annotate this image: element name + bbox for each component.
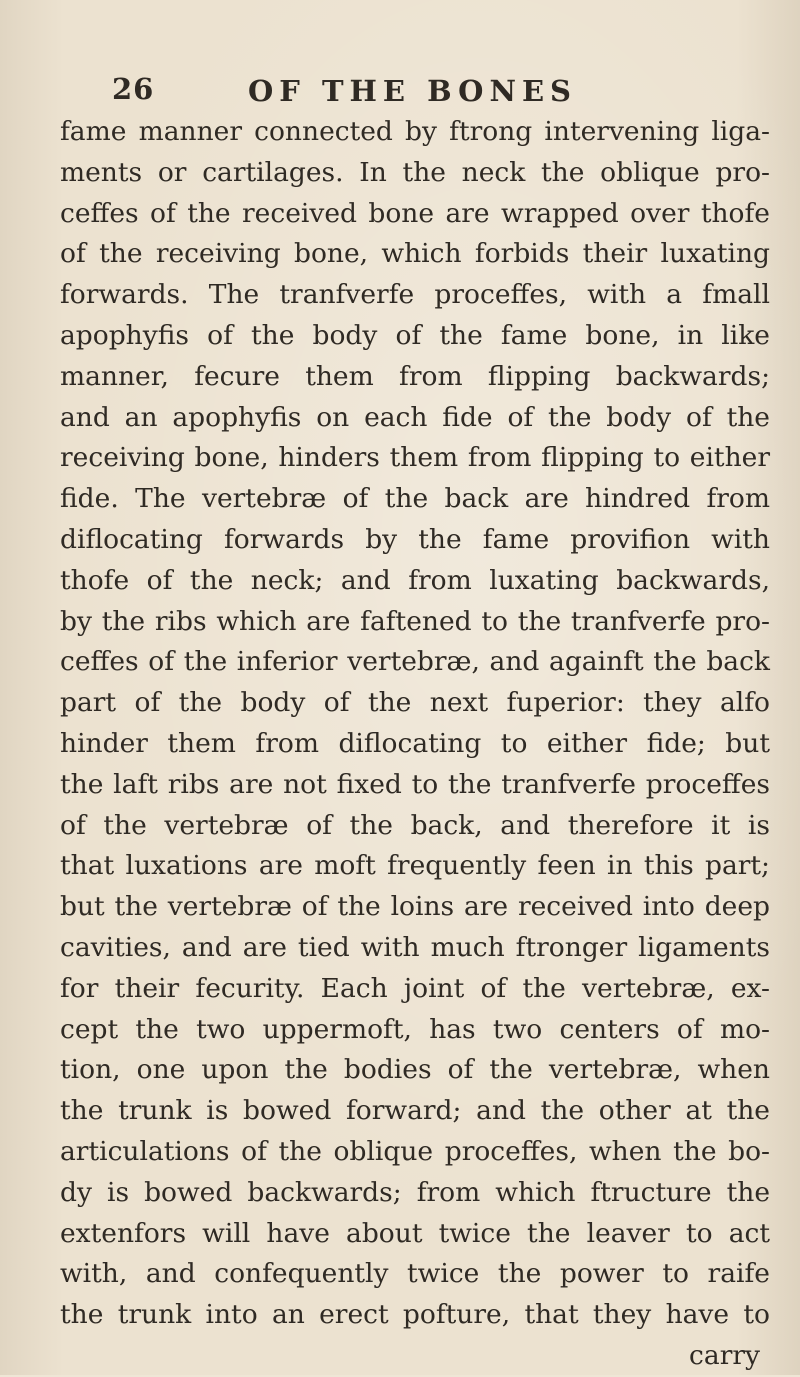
text-line: apophyfis of the body of the fame bone, in like [60,319,770,351]
text-line: part of the body of the next fuperior: they alfo [60,687,770,719]
catchword: carry [689,1339,760,1371]
text-line: of the receiving bone, which forbids their luxating [60,238,770,270]
text-line: and an apophyfis on each fide of the body of the [60,401,770,433]
text-line: dy is bowed backwards; from which ftructure the [60,1176,770,1208]
running-head: OF THE BONES [248,74,577,108]
page-number: 26 [112,72,155,106]
text-line: diflocating forwards by the fame provifion with [60,523,770,555]
text-line: thofe of the neck; and from luxating backwards, [60,564,770,596]
text-line: for their fecurity. Each joint of the vertebræ, ex- [60,972,770,1004]
text-line: the laft ribs are not fixed to the tranfverfe proceffes [60,768,770,800]
text-line: tion, one upon the bodies of the vertebræ, when [60,1054,770,1086]
body-text [60,112,770,1377]
text-line: ceffes of the received bone are wrapped over thofe [60,197,770,229]
text-line: receiving bone, hinders them from flipping to either [60,442,770,474]
page-header [112,68,672,114]
text-line: with, and confequently twice the power to raife [60,1258,770,1290]
text-line: but the vertebræ of the loins are received into deep [60,891,770,923]
text-line: of the vertebræ of the back, and therefore it is [60,809,770,841]
text-line: cept the two uppermoft, has two centers of mo- [60,1013,770,1045]
text-line: ments or cartilages. In the neck the oblique pro- [60,156,770,188]
text-line: the trunk into an erect pofture, that they have to [60,1299,770,1331]
text-line: articulations of the oblique proceffes, when the bo- [60,1135,770,1167]
text-line: hinder them from diflocating to either fide; but [60,727,770,759]
text-line: by the ribs which are faftened to the tranfverfe pro- [60,605,770,637]
text-line: extenfors will have about twice the leaver to act [60,1217,770,1249]
text-line: ceffes of the inferior vertebræ, and againft the back [60,646,770,678]
text-line: cavities, and are tied with much ftronger ligaments [60,931,770,963]
text-line: the trunk is bowed forward; and the other at the [60,1095,770,1127]
text-line: manner, fecure them from flipping backwards; [60,360,770,392]
text-line: fide. The vertebræ of the back are hindred from [60,483,770,515]
text-line: that luxations are moft frequently feen in this part; [60,850,770,882]
text-line: fame manner connected by ftrong intervening liga- [60,116,770,147]
text-line: forwards. The tranfverfe proceffes, with a fmall [60,279,770,311]
